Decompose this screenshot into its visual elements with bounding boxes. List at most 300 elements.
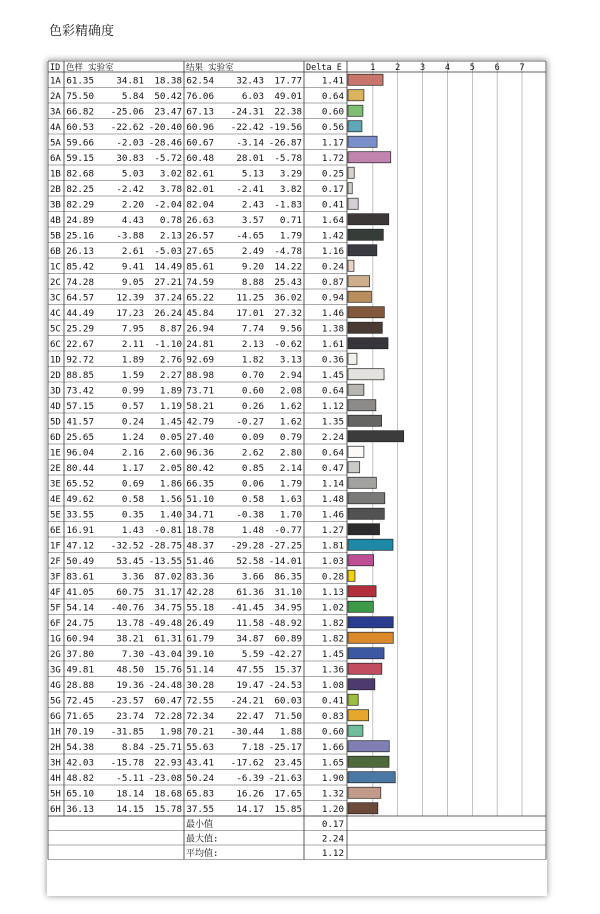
sample-a: 3.36	[121, 571, 144, 583]
result-a: 17.01	[236, 308, 264, 319]
delta-e-value: 1.82	[321, 633, 344, 645]
result-b: -5.78	[274, 153, 302, 164]
delta-e-value: 0.28	[321, 571, 344, 583]
row-id: 5G	[50, 696, 61, 707]
sample-a: -40.76	[110, 602, 144, 614]
sample-b: 61.31	[154, 633, 182, 645]
row-id: 6H	[50, 805, 61, 815]
header-delta: Delta E	[306, 63, 342, 73]
sample-a: -32.52	[110, 540, 144, 552]
sample-a: 0.99	[121, 385, 144, 397]
sample-L: 25.16	[66, 230, 94, 242]
delta-e-value: 0.60	[321, 106, 344, 118]
result-a: -17.62	[230, 757, 264, 769]
delta-e-bar	[348, 787, 381, 798]
result-L: 34.71	[186, 509, 214, 521]
result-a: -0.38	[236, 509, 264, 521]
result-b: 31.10	[274, 587, 302, 598]
delta-e-value: 1.17	[321, 137, 344, 149]
row-id: 1B	[50, 169, 61, 180]
sample-a: 8.84	[121, 742, 144, 753]
delta-e-value: 0.64	[321, 385, 344, 397]
sample-a: 4.43	[121, 215, 144, 226]
sample-a: 13.78	[116, 618, 144, 629]
result-a: -30.44	[230, 726, 264, 738]
color-accuracy-chart	[47, 60, 547, 896]
sample-L: 80.44	[66, 463, 94, 474]
row-id: 5C	[50, 324, 61, 335]
result-L: 82.61	[186, 168, 214, 180]
sample-b: 2.13	[159, 230, 182, 242]
delta-e-bar	[348, 167, 354, 178]
result-a: 11.25	[236, 292, 264, 304]
sample-a: 9.05	[121, 277, 144, 288]
sample-L: 26.13	[66, 246, 94, 257]
result-L: 66.35	[186, 478, 214, 490]
delta-e-value: 1.14	[321, 478, 344, 490]
sample-a: 1.59	[121, 370, 144, 381]
row-id: 3F	[50, 572, 61, 583]
delta-e-value: 0.94	[321, 292, 344, 304]
summary-value: 0.17	[321, 819, 344, 830]
result-a: 0.26	[241, 401, 264, 412]
result-L: 58.21	[186, 401, 214, 412]
sample-a: 1.24	[121, 432, 144, 443]
result-a: -29.28	[230, 540, 264, 552]
delta-e-bar	[348, 307, 384, 318]
sample-b: 3.02	[159, 168, 182, 180]
sample-L: 25.29	[66, 323, 94, 335]
delta-e-bar	[348, 741, 389, 752]
result-b: 3.82	[279, 184, 302, 195]
result-a: 3.66	[241, 571, 264, 583]
sample-a: 14.15	[116, 804, 144, 815]
row-id: 6A	[50, 154, 61, 164]
result-b: 2.14	[279, 463, 302, 474]
result-b: 0.71	[279, 215, 302, 226]
result-L: 65.22	[186, 292, 214, 304]
result-b: 60.03	[274, 695, 302, 707]
delta-e-value: 1.48	[321, 494, 344, 505]
sample-b: -24.48	[148, 680, 182, 691]
row-id: 2A	[50, 92, 61, 102]
sample-b: 1.86	[159, 478, 182, 490]
delta-e-value: 1.72	[321, 153, 344, 164]
result-b: 23.45	[274, 757, 302, 769]
delta-e-bar	[348, 648, 384, 659]
row-id: 1D	[50, 355, 61, 366]
sample-b: -49.48	[148, 618, 182, 629]
delta-e-bar	[348, 136, 377, 147]
sample-a: 34.81	[116, 75, 144, 87]
sample-b: 72.28	[154, 711, 182, 722]
sample-b: 15.78	[154, 804, 182, 815]
delta-e-value: 0.60	[321, 726, 344, 738]
delta-e-value: 1.08	[321, 680, 344, 691]
row-id: 6F	[50, 619, 61, 629]
sample-a: 60.75	[116, 587, 144, 598]
sample-L: 57.15	[66, 401, 94, 412]
delta-e-bar	[348, 90, 364, 101]
result-L: 70.21	[186, 726, 214, 738]
result-L: 96.36	[186, 447, 214, 459]
sample-a: 0.35	[121, 509, 144, 521]
result-b: 2.80	[279, 447, 302, 459]
delta-e-value: 1.45	[321, 649, 344, 660]
row-id: 1G	[50, 634, 61, 645]
row-id: 5E	[50, 510, 61, 521]
delta-e-bar	[348, 229, 383, 240]
result-a: 8.88	[241, 277, 264, 288]
result-a: 2.43	[241, 199, 264, 211]
delta-e-value: 0.64	[321, 447, 344, 459]
result-L: 80.42	[186, 463, 214, 474]
result-L: 43.41	[186, 757, 214, 769]
result-L: 55.18	[186, 602, 214, 614]
result-a: 34.87	[236, 633, 264, 645]
delta-e-bar	[348, 260, 354, 271]
result-L: 26.49	[186, 618, 214, 629]
row-id: 3G	[50, 665, 61, 676]
result-a: 32.43	[236, 75, 264, 87]
result-b: -4.78	[274, 246, 302, 257]
sample-a: -2.03	[116, 137, 144, 149]
sample-L: 82.68	[66, 168, 94, 180]
delta-e-bar	[348, 555, 374, 566]
sample-L: 73.42	[66, 385, 94, 397]
result-L: 85.61	[186, 261, 214, 273]
result-L: 62.54	[186, 75, 214, 87]
result-L: 27.65	[186, 246, 214, 257]
result-L: 51.46	[186, 556, 214, 567]
result-b: 17.65	[274, 788, 302, 800]
result-L: 92.69	[186, 354, 214, 366]
delta-e-bar	[348, 276, 370, 287]
sample-b: 60.47	[154, 695, 182, 707]
row-id: 4E	[50, 495, 61, 505]
delta-e-bar	[348, 508, 384, 519]
row-id: 2F	[50, 557, 61, 567]
sample-a: 7.95	[121, 323, 144, 335]
row-id: 5A	[50, 138, 61, 149]
row-id: 6D	[50, 433, 61, 443]
result-b: 9.56	[279, 323, 302, 335]
result-b: 60.89	[274, 633, 302, 645]
sample-b: 23.47	[154, 106, 182, 118]
result-a: 0.85	[241, 463, 264, 474]
row-id: 5H	[50, 789, 61, 800]
delta-e-bar	[348, 369, 384, 380]
sample-L: 24.75	[66, 618, 94, 629]
sample-b: 31.17	[154, 587, 182, 598]
delta-e-bar	[348, 725, 363, 736]
sample-a: 19.36	[116, 680, 144, 691]
sample-b: 14.49	[154, 261, 182, 273]
delta-e-bar	[348, 570, 355, 581]
delta-e-bar	[348, 803, 378, 814]
row-id: 1A	[50, 76, 61, 87]
delta-e-bar	[348, 462, 360, 473]
delta-e-value: 1.46	[321, 509, 344, 521]
result-a: -2.41	[236, 184, 264, 195]
delta-e-bar	[348, 198, 358, 209]
sample-b: 1.45	[159, 416, 182, 428]
row-id: 2B	[50, 185, 61, 195]
sample-b: -1.10	[154, 339, 182, 350]
sample-L: 96.04	[66, 447, 94, 459]
result-b: 49.01	[274, 91, 302, 102]
delta-e-bar	[348, 539, 393, 550]
sample-L: 88.85	[66, 370, 94, 381]
sample-L: 22.67	[66, 339, 94, 350]
result-b: 2.94	[279, 370, 302, 381]
row-id: 5D	[50, 417, 61, 428]
result-b: 17.77	[274, 75, 302, 87]
row-id: 1F	[50, 541, 61, 552]
sample-a: 2.16	[121, 447, 144, 459]
sample-b: 22.93	[154, 757, 182, 769]
sample-b: 1.98	[159, 726, 182, 738]
result-L: 26.57	[186, 230, 214, 242]
row-id: 2H	[50, 743, 61, 753]
result-b: 1.62	[279, 401, 302, 412]
row-id: 4G	[50, 681, 61, 691]
sample-a: 0.57	[121, 401, 144, 412]
row-id: 6G	[50, 712, 61, 722]
delta-e-value: 1.90	[321, 773, 344, 784]
delta-e-bar	[348, 322, 382, 333]
sample-b: -20.40	[148, 122, 182, 133]
result-b: 1.79	[279, 230, 302, 242]
sample-L: 66.82	[66, 106, 94, 118]
sample-b: 18.38	[154, 75, 182, 87]
delta-e-value: 1.36	[321, 664, 344, 676]
result-a: -24.21	[230, 695, 264, 707]
result-a: 5.59	[241, 649, 264, 660]
result-L: 48.37	[186, 540, 214, 552]
row-id: 5F	[50, 603, 61, 614]
result-a: 5.13	[241, 168, 264, 180]
sample-L: 59.15	[66, 153, 94, 164]
delta-e-bar	[348, 105, 363, 116]
color-accuracy-table	[47, 60, 547, 896]
sample-b: 2.05	[159, 463, 182, 474]
delta-e-value: 1.64	[321, 215, 344, 226]
delta-e-bar	[348, 772, 395, 783]
sample-a: 18.14	[116, 788, 144, 800]
sample-L: 42.03	[66, 757, 94, 769]
row-id: 4F	[50, 588, 61, 598]
sample-b: -28.46	[148, 137, 182, 149]
sample-b: 1.56	[159, 494, 182, 505]
x-tick-label: 4	[444, 63, 450, 73]
delta-e-value: 2.24	[321, 432, 344, 443]
sample-a: -15.78	[110, 757, 144, 769]
x-tick-label: 3	[420, 63, 426, 73]
result-a: 1.82	[241, 354, 264, 366]
sample-a: 9.41	[121, 261, 144, 273]
sample-a: 1.43	[121, 525, 144, 536]
sample-L: 37.80	[66, 649, 94, 660]
row-id: 6E	[50, 526, 61, 536]
sample-L: 16.91	[66, 525, 94, 536]
row-id: 2C	[50, 278, 61, 288]
delta-e-bar	[348, 694, 358, 705]
result-L: 55.63	[186, 742, 214, 753]
result-b: -1.83	[274, 199, 302, 211]
row-id: 2D	[50, 371, 61, 381]
delta-e-bar	[348, 183, 352, 194]
sample-b: 87.02	[154, 571, 182, 583]
sample-L: 64.57	[66, 292, 94, 304]
result-L: 18.78	[186, 525, 214, 536]
result-L: 37.55	[186, 804, 214, 815]
result-a: 19.47	[236, 680, 264, 691]
sample-L: 25.65	[66, 432, 94, 443]
sample-a: 7.30	[121, 649, 144, 660]
row-id: 3D	[50, 386, 61, 397]
sample-b: 15.76	[154, 664, 182, 676]
result-L: 27.40	[186, 432, 214, 443]
result-b: 86.35	[274, 571, 302, 583]
delta-e-value: 1.16	[321, 246, 344, 257]
header-id: ID	[50, 63, 61, 73]
sample-b: -28.75	[148, 540, 182, 552]
sample-a: -5.11	[116, 773, 144, 784]
sample-b: 2.60	[159, 447, 182, 459]
result-a: 3.57	[241, 215, 264, 226]
sample-b: 8.87	[159, 323, 182, 335]
result-a: 22.47	[236, 711, 264, 722]
sample-L: 61.35	[66, 75, 94, 87]
result-b: 15.37	[274, 664, 302, 676]
delta-e-value: 1.66	[321, 742, 344, 753]
delta-e-bar	[348, 152, 391, 163]
sample-b: 34.75	[154, 602, 182, 614]
sample-a: 5.03	[121, 168, 144, 180]
row-id: 3H	[50, 758, 61, 769]
sample-b: -0.81	[154, 525, 182, 536]
header-result: 结果 实验室	[186, 63, 234, 73]
sample-L: 60.94	[66, 633, 94, 645]
delta-e-bar	[348, 384, 364, 395]
result-b: 25.43	[274, 277, 302, 288]
result-a: -4.65	[236, 230, 264, 242]
result-b: 3.13	[279, 354, 302, 366]
sample-b: 27.21	[154, 277, 182, 288]
delta-e-bar	[348, 121, 362, 132]
sample-L: 71.65	[66, 711, 94, 722]
result-L: 26.63	[186, 215, 214, 226]
sample-b: 18.68	[154, 788, 182, 800]
summary-label: 最大值:	[186, 834, 219, 845]
result-b: 1.79	[279, 478, 302, 490]
result-b: 36.02	[274, 292, 302, 304]
result-b: 1.63	[279, 494, 302, 505]
result-b: 1.70	[279, 509, 302, 521]
result-L: 51.14	[186, 664, 214, 676]
result-a: 7.18	[241, 742, 264, 753]
result-a: -41.45	[230, 602, 264, 614]
sample-b: 0.78	[159, 215, 182, 226]
result-a: 0.09	[241, 432, 264, 443]
delta-e-value: 0.24	[321, 261, 344, 273]
result-b: -0.62	[274, 339, 302, 350]
delta-e-value: 0.41	[321, 199, 344, 211]
result-a: 28.01	[236, 153, 264, 164]
result-a: 2.49	[241, 246, 264, 257]
sample-a: -23.57	[110, 695, 144, 707]
row-id: 4C	[50, 309, 61, 319]
result-a: 16.26	[236, 788, 264, 800]
row-id: 4H	[50, 774, 61, 784]
result-a: 9.20	[241, 261, 264, 273]
delta-e-value: 1.38	[321, 323, 344, 335]
sample-a: 2.61	[121, 246, 144, 257]
result-L: 39.10	[186, 649, 214, 660]
result-L: 72.34	[186, 711, 214, 722]
delta-e-value: 1.45	[321, 370, 344, 381]
delta-e-value: 1.03	[321, 556, 344, 567]
delta-e-bar	[348, 617, 393, 628]
x-tick-label: 2	[395, 63, 401, 73]
result-L: 30.28	[186, 680, 214, 691]
delta-e-value: 1.12	[321, 401, 344, 412]
delta-e-bar	[348, 756, 389, 767]
delta-e-value: 1.41	[321, 75, 344, 87]
result-b: -25.17	[268, 742, 302, 753]
delta-e-value: 1.32	[321, 788, 344, 800]
summary-value: 1.12	[321, 848, 344, 859]
delta-e-value: 0.56	[321, 122, 344, 133]
row-id: 1H	[50, 727, 61, 738]
sample-a: 12.39	[116, 292, 144, 304]
delta-e-value: 0.87	[321, 277, 344, 288]
result-L: 61.79	[186, 633, 214, 645]
delta-e-bar	[348, 74, 383, 85]
x-tick-label: 7	[519, 63, 525, 73]
sample-L: 24.89	[66, 215, 94, 226]
delta-e-value: 1.46	[321, 308, 344, 319]
sample-b: 0.05	[159, 432, 182, 443]
sample-L: 59.66	[66, 137, 94, 149]
row-id: 1E	[50, 448, 61, 459]
row-id: 3A	[50, 107, 61, 118]
delta-e-value: 0.47	[321, 463, 344, 474]
sample-a: -3.88	[116, 230, 144, 242]
sample-a: 2.20	[121, 199, 144, 211]
result-b: 15.85	[274, 804, 302, 815]
result-a: 1.48	[241, 525, 264, 536]
result-L: 51.10	[186, 494, 214, 505]
result-b: 3.29	[279, 168, 302, 180]
delta-e-bar	[348, 601, 373, 612]
delta-e-bar	[348, 431, 404, 442]
result-b: 27.32	[274, 308, 302, 319]
sample-L: 72.45	[66, 695, 94, 707]
delta-e-value: 0.36	[321, 354, 344, 366]
delta-e-value: 0.64	[321, 91, 344, 102]
sample-L: 60.53	[66, 122, 94, 133]
delta-e-value: 0.41	[321, 695, 344, 707]
result-b: 14.22	[274, 261, 302, 273]
sample-a: 17.23	[116, 308, 144, 319]
delta-e-bar	[348, 245, 377, 256]
sample-b: 26.24	[154, 308, 182, 319]
result-a: 61.36	[236, 587, 264, 598]
sample-b: -5.72	[154, 153, 182, 164]
row-id: 1C	[50, 262, 61, 273]
